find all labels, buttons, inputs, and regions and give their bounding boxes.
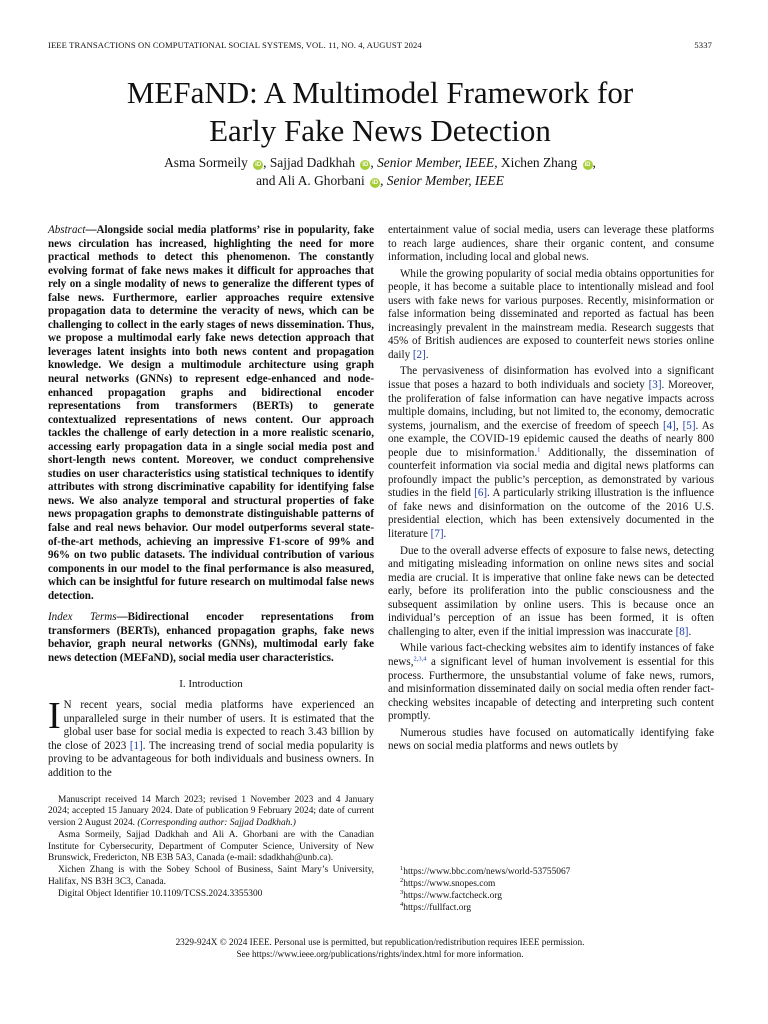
citation-link[interactable]: [8]	[675, 625, 689, 638]
footnote-url[interactable]: https://www.snopes.com	[403, 879, 496, 889]
journal-name: IEEE TRANSACTIONS ON COMPUTATIONAL SOCIAL SYSTEMS, VOL. 11, NO. 4, AUGUST 2024	[48, 40, 422, 50]
body-paragraph: The pervasiveness of disinformation has evolved into a significant issue that poses a hazard to both individuals and society [3]. Moreover, the proliferation of false information can have negative impacts across multiple domains, including, but not limited to, the economy, democratic systems, journalism, and the exercise of freedom of speech [4], [5]. As one example, the COVID-19 epidemic caused the deaths of nearly 800 people due to misinformation.$^1$ Additionally, the dissemination of counterfeit information via social media and digital news platforms can profoundly impact the public’s perception, as demonstrated by various studies in the field [6]. A particularly striking illustration is the influence of fake news and disinformation on the outcome of the 2016 U.S. presidential election, which has been extensively documented in the literature [7].	[388, 365, 715, 541]
orcid-icon[interactable]: iD	[362, 162, 369, 168]
body-paragraph: Due to the overall adverse effects of exposure to false news, detecting and mitigating misleading information on online news sites and social media are crucial. It is imperative that online fake news can be detected early, before its proliferation into the public consciousness and the subsequent assimilation by online users. This is because once an individual’s perception of an issue has been formed, it is often challenging to alter, even if the initial impression was inaccurate [8].	[388, 544, 714, 638]
footnote-item: $^4$https://fullfact.org	[400, 900, 472, 913]
manuscript-footnote	[48, 794, 374, 901]
affiliation-1: Asma Sormeily, Sajjad Dadkhah and Ali A. Ghorbani are with the Canadian Institute for Cybersecurity, Department of Computer Science, University of New Brunswick, Fredericton, NB E3B 5A3, Canada (e-mail: sdadkhah@unb.ca).	[48, 830, 374, 864]
abstract-text: —Alongside social media platforms’ rise in popularity, fake news circulation has increased, highlighting the need for more practical methods to detect this phenomenon. The constantly evolving format of fake news makes it difficult for approaches that rely on a single modality of news to generalize the different types of false news. Furthermore, earlier approaches require extensive propagation data to determine the veracity of news, which can be challenging to collect in the early stages of news dissemination. Thus, we propose a multimodal early fake news detection approach that leverages latent insights into both news content and propagation knowledge. We design a multimodule architecture using graph neural networks (GNNs) to represent edge-enhanced and node-enhanced propagation graphs and bidirectional encoder representations from transformers (BERTs) to generate contextualized representations of news content. Our approach tackles the challenge of early detection in a more realistic scenario, accessing early propagation data in a single social media post and short-length news content. Moreover, we conduct comprehensive studies on user characteristics using statistical techniques to identify attributes with strong discriminative capability for identifying false news. We also analyze temporal and structural properties of fake news propagation graphs to demonstrate distinguishable patterns of false and real news behavior. Our model outperforms several state-of-the-art methods, achieving an impressive F1-score of 99% and 96% on two public datasets. The individual contribution of various components in our model to the final performance is also measured, which can be insightful for future research on multimodal false news detection.	[48, 224, 374, 602]
index-terms-text: —Bidirectional encoder representations from transformers (BERTs), enhanced propagation graphs, fake news behavior, graph neural networks (GNNs), multimodal early fake news detection (MEFaND), social media user characteristics.	[48, 611, 374, 664]
drop-cap: I	[48, 695, 61, 738]
author-name: Asma Sormeily	[164, 155, 248, 170]
citation-link[interactable]: [1]	[129, 739, 143, 752]
orcid-icon[interactable]: iD	[255, 162, 262, 168]
author-role: Senior Member, IEEE	[377, 155, 495, 170]
footnote-url[interactable]: https://fullfact.org	[403, 903, 472, 913]
title-line-1: MEFaND: A Multimodel Framework for	[126, 75, 634, 110]
abstract	[48, 224, 374, 603]
footnote-url[interactable]: https://www.bbc.com/news/world-53755067	[403, 867, 571, 877]
index-terms	[48, 611, 374, 665]
left-column	[48, 224, 374, 780]
orcid-icon[interactable]: iD	[584, 162, 591, 168]
citation-link[interactable]: [2]	[412, 348, 426, 361]
body-paragraph: Numerous studies have focused on automatically identifying fake news on social media platforms and news outlets by	[388, 726, 714, 753]
footnote-item: $^1$https://www.bbc.com/news/world-53755067	[400, 864, 571, 877]
body-paragraph: While various fact-checking websites aim to identify instances of fake news,$^{2,3,4}$ a significant level of human involvement is essential for this process. Furthermore, the unsubstantial volume of fake news, rumors, and misinformation disseminated daily on social media often render fact-checking websites incapable of detecting and interpreting such content promptly.	[388, 642, 714, 723]
footnote-marker[interactable]: 1	[537, 446, 541, 454]
author-name: Ali A. Ghorbani	[278, 173, 365, 188]
section-heading: I. Introduction	[179, 677, 243, 690]
author-name: Sajjad Dadkhah	[269, 155, 356, 170]
url-footnotes	[388, 866, 714, 914]
corresponding-author: (Corresponding author: Sajjad Dadkhah.)	[137, 817, 296, 828]
right-column	[388, 224, 714, 754]
page-number: 5337	[694, 40, 712, 50]
citation-link[interactable]: [7]	[430, 528, 444, 541]
author-line-2: and Ali A. Ghorbani iD , Senior Member, IEEE	[256, 173, 504, 188]
doi: Digital Object Identifier 10.1109/TCSS.2024.3355300	[58, 889, 263, 900]
author-line-1: Asma Sormeily iD , Sajjad Dadkhah iD , Senior Member, IEEE, Xichen Zhang iD ,	[164, 155, 596, 170]
copyright-line: 2329-924X © 2024 IEEE. Personal use is permitted, but republication/redistribution requires IEEE permission.	[175, 937, 585, 947]
body-paragraph: While the growing popularity of social media obtains opportunities for people, it has become a suitable place to intentionally mislead and fool users with fake news for various purposes. Recently, misinformation or false information being disseminated and reported as factual has been increasingly prevalent in the mainstream media. Research suggests that 45% of British audiences are exposed to counterfeit news stories online daily [2].	[388, 267, 714, 361]
abstract-label: Abstract	[48, 224, 86, 236]
author-list	[48, 154, 712, 190]
citation-link[interactable]: [3]	[648, 379, 662, 392]
intro-paragraph: I N recent years, social media platforms have experienced an unparalleled surge in their number of users. It is estimated that the global user base for social media is expected to reach 3.43 billion by the close of 2023 [1]. The increasing trend of social media popularity is proving to be advantageous for both individuals and business owners. In addition to the	[48, 695, 374, 779]
index-terms-label: Index Terms	[48, 611, 117, 624]
author-conjunction: and	[256, 173, 276, 188]
author-name: Xichen Zhang	[500, 155, 578, 170]
citation-link[interactable]: [6]	[474, 487, 488, 500]
body-paragraph: entertainment value of social media, users can leverage these platforms to reach large audiences, share their organic content, and consume information, including local and global news.	[388, 224, 714, 264]
citation-link[interactable]: [5]	[682, 419, 696, 432]
paper-title	[48, 74, 712, 150]
affiliation-2: Xichen Zhang is with the Sobey School of Business, Saint Mary’s University, Halifax, NS B3H 3C3, Canada.	[48, 865, 374, 887]
footnote-item: $^3$https://www.factcheck.org	[400, 888, 502, 901]
rights-line: See https://www.ieee.org/publications/rights/index.html for more information.	[236, 949, 524, 959]
footnote-url[interactable]: https://www.factcheck.org	[403, 891, 502, 901]
author-role: Senior Member, IEEE	[386, 173, 504, 188]
footnote-marker[interactable]: 2,3,4	[413, 655, 427, 663]
orcid-icon[interactable]: iD	[372, 180, 379, 186]
manuscript-dates: Manuscript received 14 March 2023; revised 1 November 2023 and 4 January 2024; accepted 15 January 2024. Date of publication 9 February 2024; date of current version 2 August 2024. (Corresponding author: Sajjad Dadkhah.)	[48, 795, 374, 828]
footnote-item: $^2$https://www.snopes.com	[400, 876, 496, 889]
title-line-2: Early Fake News Detection	[209, 113, 551, 148]
copyright-footer	[48, 936, 712, 960]
citation-link[interactable]: [4]	[662, 419, 676, 432]
